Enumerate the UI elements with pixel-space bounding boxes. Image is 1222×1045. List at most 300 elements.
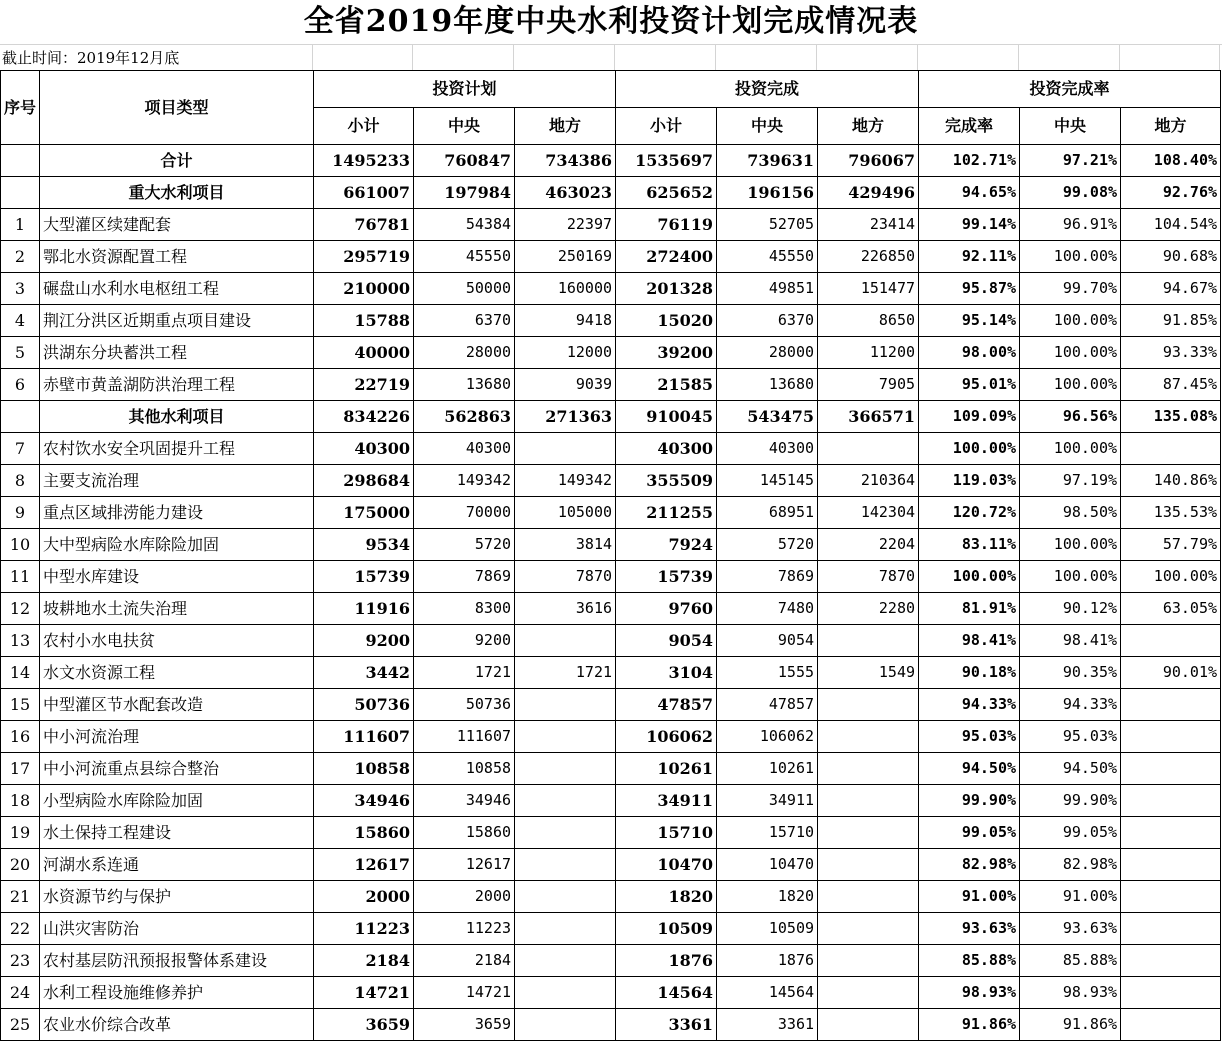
row-value: 739631 — [717, 145, 818, 177]
row-seq: 13 — [1, 625, 40, 657]
row-type: 主要支流治理 — [40, 465, 314, 497]
row-value: 5720 — [717, 529, 818, 561]
row-value: 1876 — [717, 945, 818, 977]
row-value: 3361 — [616, 1009, 717, 1041]
row-value: 50736 — [314, 689, 414, 721]
row-type: 大中型病险水库除险加固 — [40, 529, 314, 561]
row-seq: 11 — [1, 561, 40, 593]
row-value: 140.86% — [1121, 465, 1221, 497]
row-value: 100.00% — [1020, 369, 1121, 401]
row-value: 9200 — [314, 625, 414, 657]
row-seq: 8 — [1, 465, 40, 497]
row-value — [818, 1009, 919, 1041]
row-value: 10470 — [616, 849, 717, 881]
row-value — [818, 977, 919, 1009]
row-value: 81.91% — [919, 593, 1020, 625]
row-value: 76781 — [314, 209, 414, 241]
table-row — [1, 721, 1221, 753]
gridline — [816, 44, 817, 70]
row-value: 93.63% — [919, 913, 1020, 945]
row-value: 14721 — [414, 977, 515, 1009]
row-value: 85.88% — [919, 945, 1020, 977]
row-value: 94.67% — [1121, 273, 1221, 305]
row-value — [515, 817, 616, 849]
row-value: 39200 — [616, 337, 717, 369]
row-seq: 19 — [1, 817, 40, 849]
table-row — [1, 817, 1221, 849]
row-value: 6370 — [717, 305, 818, 337]
gridline — [917, 44, 918, 70]
page-title: 全省2019年度中央水利投资计划完成情况表 — [303, 4, 919, 39]
row-value: 7905 — [818, 369, 919, 401]
table-row — [1, 977, 1221, 1009]
table-row — [1, 465, 1221, 497]
row-value: 160000 — [515, 273, 616, 305]
row-value: 100.00% — [1020, 305, 1121, 337]
row-type: 碾盘山水利水电枢纽工程 — [40, 273, 314, 305]
row-value: 9534 — [314, 529, 414, 561]
row-value: 100.00% — [919, 561, 1020, 593]
row-value — [1121, 945, 1221, 977]
row-value: 92.76% — [1121, 177, 1221, 209]
row-seq: 17 — [1, 753, 40, 785]
row-value: 9418 — [515, 305, 616, 337]
row-value: 3616 — [515, 593, 616, 625]
row-value: 625652 — [616, 177, 717, 209]
row-value — [1121, 433, 1221, 465]
gridline — [614, 44, 615, 70]
row-value: 90.01% — [1121, 657, 1221, 689]
row-value: 2280 — [818, 593, 919, 625]
row-seq: 6 — [1, 369, 40, 401]
row-value: 52705 — [717, 209, 818, 241]
row-value: 12617 — [414, 849, 515, 881]
row-value: 910045 — [616, 401, 717, 433]
row-type: 中型水库建设 — [40, 561, 314, 593]
table-row — [1, 913, 1221, 945]
row-value: 11223 — [414, 913, 515, 945]
row-value: 10261 — [717, 753, 818, 785]
table-row — [1, 945, 1221, 977]
row-value: 28000 — [414, 337, 515, 369]
row-seq: 25 — [1, 1009, 40, 1041]
header-type: 项目类型 — [40, 71, 314, 145]
row-value: 40300 — [414, 433, 515, 465]
gridline — [412, 44, 413, 70]
row-value: 34911 — [616, 785, 717, 817]
row-value — [515, 849, 616, 881]
row-value: 661007 — [314, 177, 414, 209]
row-value: 463023 — [515, 177, 616, 209]
row-value — [515, 721, 616, 753]
row-value: 28000 — [717, 337, 818, 369]
row-value: 149342 — [515, 465, 616, 497]
row-value — [515, 977, 616, 1009]
row-seq: 18 — [1, 785, 40, 817]
row-seq — [1, 401, 40, 433]
row-seq: 14 — [1, 657, 40, 689]
row-value: 10509 — [616, 913, 717, 945]
row-seq: 7 — [1, 433, 40, 465]
row-value: 142304 — [818, 497, 919, 529]
row-value: 796067 — [818, 145, 919, 177]
row-value: 106062 — [717, 721, 818, 753]
row-value: 226850 — [818, 241, 919, 273]
row-value — [1121, 625, 1221, 657]
row-value: 93.33% — [1121, 337, 1221, 369]
row-seq — [1, 145, 40, 177]
row-value: 94.50% — [1020, 753, 1121, 785]
row-value: 100.00% — [1020, 337, 1121, 369]
row-value — [515, 785, 616, 817]
row-value: 1876 — [616, 945, 717, 977]
row-value: 90.35% — [1020, 657, 1121, 689]
row-value — [1121, 785, 1221, 817]
row-value — [818, 881, 919, 913]
row-value: 9054 — [616, 625, 717, 657]
row-value: 87.45% — [1121, 369, 1221, 401]
row-type: 其他水利项目 — [40, 401, 314, 433]
row-value: 98.41% — [1020, 625, 1121, 657]
row-value — [818, 753, 919, 785]
row-value: 111607 — [414, 721, 515, 753]
deadline-text: 截止时间：2019年12月底 — [2, 49, 180, 67]
row-value: 1721 — [515, 657, 616, 689]
row-value: 109.09% — [919, 401, 1020, 433]
row-type: 重大水利项目 — [40, 177, 314, 209]
row-type: 中小河流治理 — [40, 721, 314, 753]
row-value — [515, 433, 616, 465]
row-value: 272400 — [616, 241, 717, 273]
header-rate: 投资完成率 — [919, 71, 1221, 108]
row-value: 355509 — [616, 465, 717, 497]
row-value: 96.56% — [1020, 401, 1121, 433]
row-value: 14721 — [314, 977, 414, 1009]
row-value: 14564 — [717, 977, 818, 1009]
row-value — [1121, 977, 1221, 1009]
row-value — [818, 849, 919, 881]
row-value: 5720 — [414, 529, 515, 561]
row-value: 94.65% — [919, 177, 1020, 209]
row-value: 95.87% — [919, 273, 1020, 305]
row-value: 95.14% — [919, 305, 1020, 337]
row-value: 1495233 — [314, 145, 414, 177]
row-value: 97.19% — [1020, 465, 1121, 497]
row-value: 98.93% — [919, 977, 1020, 1009]
row-value: 2184 — [314, 945, 414, 977]
row-value: 50000 — [414, 273, 515, 305]
row-value: 96.91% — [1020, 209, 1121, 241]
row-value: 102.71% — [919, 145, 1020, 177]
row-value: 83.11% — [919, 529, 1020, 561]
row-type: 农村小水电扶贫 — [40, 625, 314, 657]
table-row — [1, 849, 1221, 881]
header-rate-total: 完成率 — [919, 108, 1020, 145]
row-value — [818, 433, 919, 465]
row-value: 104.54% — [1121, 209, 1221, 241]
row-value: 91.86% — [1020, 1009, 1121, 1041]
row-value — [1121, 689, 1221, 721]
row-value: 201328 — [616, 273, 717, 305]
row-value: 91.85% — [1121, 305, 1221, 337]
row-value: 3361 — [717, 1009, 818, 1041]
row-value: 82.98% — [919, 849, 1020, 881]
row-value — [1121, 753, 1221, 785]
table-row — [1, 785, 1221, 817]
gridline — [715, 44, 716, 70]
row-value: 9054 — [717, 625, 818, 657]
row-type: 合计 — [40, 145, 314, 177]
row-type: 赤壁市黄盖湖防洪治理工程 — [40, 369, 314, 401]
row-value — [515, 753, 616, 785]
row-value: 1820 — [717, 881, 818, 913]
header-plan: 投资计划 — [314, 71, 616, 108]
row-value: 22719 — [314, 369, 414, 401]
row-value: 57.79% — [1121, 529, 1221, 561]
row-value: 50736 — [414, 689, 515, 721]
row-value: 100.00% — [1020, 529, 1121, 561]
row-type: 水文水资源工程 — [40, 657, 314, 689]
row-seq: 23 — [1, 945, 40, 977]
row-value: 3659 — [414, 1009, 515, 1041]
row-value: 119.03% — [919, 465, 1020, 497]
row-type: 小型病险水库除险加固 — [40, 785, 314, 817]
table-row — [1, 241, 1221, 273]
row-value: 99.05% — [919, 817, 1020, 849]
row-value: 10470 — [717, 849, 818, 881]
row-value: 211255 — [616, 497, 717, 529]
row-value: 21585 — [616, 369, 717, 401]
row-value: 111607 — [314, 721, 414, 753]
row-value — [1121, 721, 1221, 753]
row-value: 7924 — [616, 529, 717, 561]
row-value: 197984 — [414, 177, 515, 209]
row-value: 295719 — [314, 241, 414, 273]
row-value — [1121, 881, 1221, 913]
header-plan-subtotal: 小计 — [314, 108, 414, 145]
row-value: 47857 — [616, 689, 717, 721]
header-done-subtotal: 小计 — [616, 108, 717, 145]
row-value: 100.00% — [1020, 433, 1121, 465]
row-value: 12617 — [314, 849, 414, 881]
row-value: 366571 — [818, 401, 919, 433]
row-value: 100.00% — [1121, 561, 1221, 593]
row-value — [818, 945, 919, 977]
row-type: 水土保持工程建设 — [40, 817, 314, 849]
row-value — [818, 689, 919, 721]
row-value: 100.00% — [919, 433, 1020, 465]
row-value: 562863 — [414, 401, 515, 433]
table-row — [1, 529, 1221, 561]
row-value: 49851 — [717, 273, 818, 305]
table-row — [1, 881, 1221, 913]
row-value: 15860 — [414, 817, 515, 849]
row-value: 7480 — [717, 593, 818, 625]
row-value: 151477 — [818, 273, 919, 305]
row-value: 90.12% — [1020, 593, 1121, 625]
row-value: 8650 — [818, 305, 919, 337]
row-value: 34946 — [414, 785, 515, 817]
row-value: 34911 — [717, 785, 818, 817]
row-value: 93.63% — [1020, 913, 1121, 945]
row-value: 2184 — [414, 945, 515, 977]
summary-row — [1, 177, 1221, 209]
row-value: 70000 — [414, 497, 515, 529]
row-value: 7869 — [717, 561, 818, 593]
header-done: 投资完成 — [616, 71, 919, 108]
row-value: 94.50% — [919, 753, 1020, 785]
row-value: 94.33% — [919, 689, 1020, 721]
row-seq — [1, 177, 40, 209]
gridline — [1018, 44, 1019, 70]
row-value: 40000 — [314, 337, 414, 369]
row-value — [818, 721, 919, 753]
row-value: 149342 — [414, 465, 515, 497]
row-value: 100.00% — [1020, 561, 1121, 593]
row-value: 10509 — [717, 913, 818, 945]
row-value: 34946 — [314, 785, 414, 817]
row-value — [818, 625, 919, 657]
row-value: 90.68% — [1121, 241, 1221, 273]
row-value: 1555 — [717, 657, 818, 689]
row-value: 7869 — [414, 561, 515, 593]
table-row — [1, 689, 1221, 721]
row-value — [1121, 849, 1221, 881]
row-value: 1549 — [818, 657, 919, 689]
row-value — [818, 913, 919, 945]
row-type: 重点区域排涝能力建设 — [40, 497, 314, 529]
row-value: 15020 — [616, 305, 717, 337]
header-seq: 序号 — [1, 71, 40, 145]
table-row — [1, 657, 1221, 689]
row-type: 洪湖东分块蓄洪工程 — [40, 337, 314, 369]
row-value: 100.00% — [1020, 241, 1121, 273]
row-value: 99.90% — [919, 785, 1020, 817]
table-row — [1, 593, 1221, 625]
row-value: 13680 — [717, 369, 818, 401]
row-value: 97.21% — [1020, 145, 1121, 177]
row-value: 15739 — [314, 561, 414, 593]
row-value: 3814 — [515, 529, 616, 561]
row-value: 99.90% — [1020, 785, 1121, 817]
row-value: 14564 — [616, 977, 717, 1009]
row-seq: 15 — [1, 689, 40, 721]
table-row — [1, 369, 1221, 401]
row-value: 91.00% — [1020, 881, 1121, 913]
row-value: 15710 — [616, 817, 717, 849]
row-value: 135.53% — [1121, 497, 1221, 529]
row-value: 98.50% — [1020, 497, 1121, 529]
row-type: 荆江分洪区近期重点项目建设 — [40, 305, 314, 337]
row-value: 2204 — [818, 529, 919, 561]
row-value: 22397 — [515, 209, 616, 241]
row-type: 农村饮水安全巩固提升工程 — [40, 433, 314, 465]
row-value: 429496 — [818, 177, 919, 209]
row-value — [1121, 817, 1221, 849]
row-value: 175000 — [314, 497, 414, 529]
row-seq: 9 — [1, 497, 40, 529]
row-value: 90.18% — [919, 657, 1020, 689]
table-row — [1, 305, 1221, 337]
row-type: 农村基层防汛预报报警体系建设 — [40, 945, 314, 977]
row-type: 河湖水系连通 — [40, 849, 314, 881]
row-value: 106062 — [616, 721, 717, 753]
row-seq: 3 — [1, 273, 40, 305]
table-row — [1, 561, 1221, 593]
row-value: 1535697 — [616, 145, 717, 177]
row-value: 40300 — [314, 433, 414, 465]
row-value: 68951 — [717, 497, 818, 529]
row-value: 99.14% — [919, 209, 1020, 241]
row-value: 95.01% — [919, 369, 1020, 401]
row-type: 中小河流重点县综合整治 — [40, 753, 314, 785]
row-value: 7870 — [515, 561, 616, 593]
gridline — [312, 44, 313, 70]
row-value: 734386 — [515, 145, 616, 177]
row-type: 山洪灾害防治 — [40, 913, 314, 945]
row-value: 7870 — [818, 561, 919, 593]
row-seq: 1 — [1, 209, 40, 241]
gridline — [1219, 44, 1220, 70]
row-value: 45550 — [414, 241, 515, 273]
row-value: 98.41% — [919, 625, 1020, 657]
table-row — [1, 273, 1221, 305]
row-value: 3659 — [314, 1009, 414, 1041]
table-row — [1, 209, 1221, 241]
table-row — [1, 625, 1221, 657]
row-type: 水利工程设施维修养护 — [40, 977, 314, 1009]
header-rate-central: 中央 — [1020, 108, 1121, 145]
row-value: 15710 — [717, 817, 818, 849]
row-value: 40300 — [616, 433, 717, 465]
row-value: 2000 — [414, 881, 515, 913]
investment-table — [0, 70, 1221, 1041]
row-value: 120.72% — [919, 497, 1020, 529]
header-rate-local: 地方 — [1121, 108, 1221, 145]
row-type: 农业水价综合改革 — [40, 1009, 314, 1041]
row-value: 10261 — [616, 753, 717, 785]
table-row — [1, 337, 1221, 369]
row-value: 108.40% — [1121, 145, 1221, 177]
row-type: 水资源节约与保护 — [40, 881, 314, 913]
row-value: 298684 — [314, 465, 414, 497]
row-seq: 4 — [1, 305, 40, 337]
row-value: 11223 — [314, 913, 414, 945]
row-seq: 24 — [1, 977, 40, 1009]
row-value — [515, 945, 616, 977]
row-value: 82.98% — [1020, 849, 1121, 881]
row-seq: 21 — [1, 881, 40, 913]
header-done-local: 地方 — [818, 108, 919, 145]
row-type: 中型灌区节水配套改造 — [40, 689, 314, 721]
row-value: 3104 — [616, 657, 717, 689]
row-seq: 5 — [1, 337, 40, 369]
row-value: 13680 — [414, 369, 515, 401]
row-value: 9039 — [515, 369, 616, 401]
row-value — [515, 881, 616, 913]
row-value: 11916 — [314, 593, 414, 625]
row-value: 92.11% — [919, 241, 1020, 273]
header-plan-central: 中央 — [414, 108, 515, 145]
row-value: 47857 — [717, 689, 818, 721]
row-value: 1820 — [616, 881, 717, 913]
row-seq: 2 — [1, 241, 40, 273]
row-value: 271363 — [515, 401, 616, 433]
row-value: 135.08% — [1121, 401, 1221, 433]
row-seq: 10 — [1, 529, 40, 561]
row-value: 2000 — [314, 881, 414, 913]
row-value: 145145 — [717, 465, 818, 497]
